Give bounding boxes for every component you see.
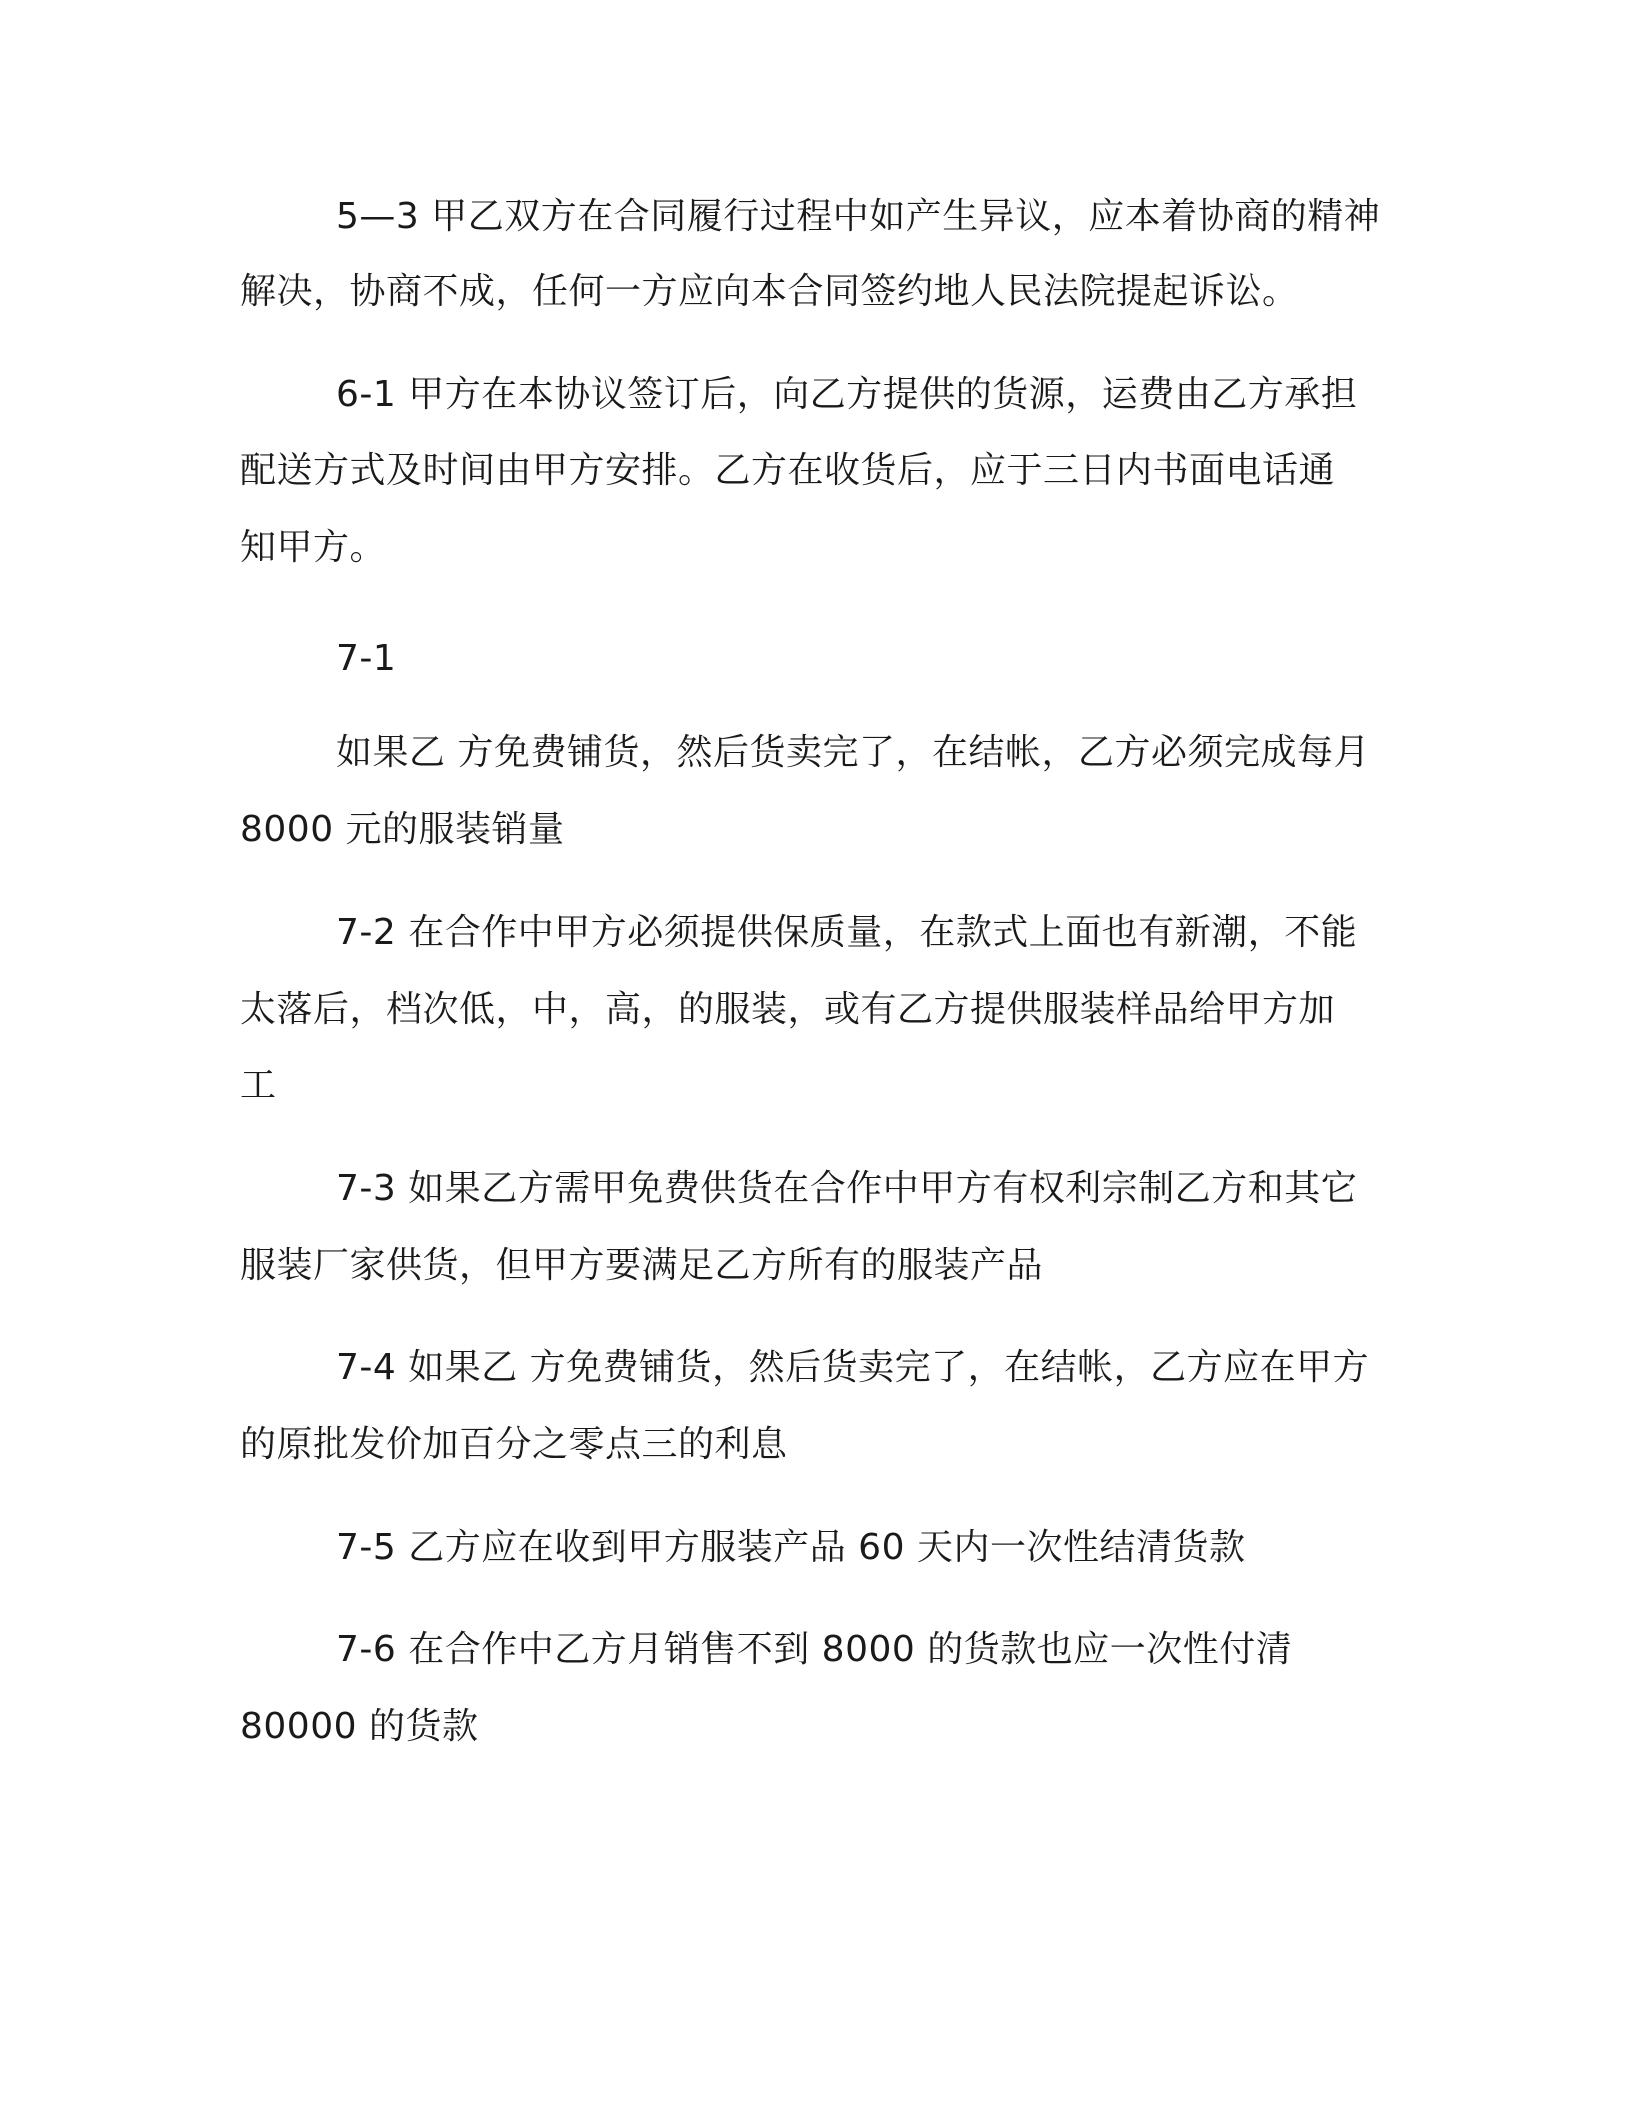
clause-5-3-line-2: 解决，协商不成，任何一方应向本合同签约地人民法院提起诉讼。 <box>240 271 1299 312</box>
clause-7-3-line-2: 服装厂家供货，但甲方要满足乙方所有的服装产品 <box>240 1245 1044 1286</box>
clause-7-1-line-2: 8000 元的服装销量 <box>240 809 565 850</box>
clause-7-3-line-1: 7-3 如果乙方需甲免费供货在合作中甲方有权利宗制乙方和其它 <box>336 1168 1358 1209</box>
clause-7-4-line-1: 7-4 如果乙 方免费铺货，然后货卖完了，在结帐，乙方应在甲方 <box>336 1347 1370 1388</box>
clause-7-4-line-2: 的原批发价加百分之零点三的利息 <box>240 1424 788 1465</box>
clause-7-2-line-1: 7-2 在合作中甲方必须提供保质量，在款式上面也有新潮，不能 <box>336 912 1358 953</box>
clause-7-2-line-2: 太落后，档次低，中，高，的服装，或有乙方提供服装样品给甲方加 <box>240 989 1336 1030</box>
clause-7-6-line-1: 7-6 在合作中乙方月销售不到 8000 的货款也应一次性付清 <box>336 1629 1293 1670</box>
clause-7-6-line-2: 80000 的货款 <box>240 1706 479 1747</box>
clause-7-2-line-3: 工 <box>240 1065 277 1106</box>
clause-6-1-line-2: 配送方式及时间由甲方安排。乙方在收货后，应于三日内书面电话通 <box>240 450 1336 491</box>
clause-7-5-line-1: 7-5 乙方应在收到甲方服装产品 60 天内一次性结清货款 <box>336 1527 1246 1568</box>
clause-5-3-line-1: 5—3 甲乙双方在合同履行过程中如产生异议，应本着协商的精神 <box>336 196 1381 237</box>
clause-7-1-heading: 7-1 <box>336 638 397 679</box>
clause-7-1-line-1: 如果乙 方免费铺货，然后货卖完了，在结帐，乙方必须完成每月 <box>336 732 1370 773</box>
clause-6-1-line-1: 6-1 甲方在本协议签订后，向乙方提供的货源，运费由乙方承担 <box>336 374 1358 415</box>
clause-6-1-line-3: 知甲方。 <box>240 527 387 568</box>
